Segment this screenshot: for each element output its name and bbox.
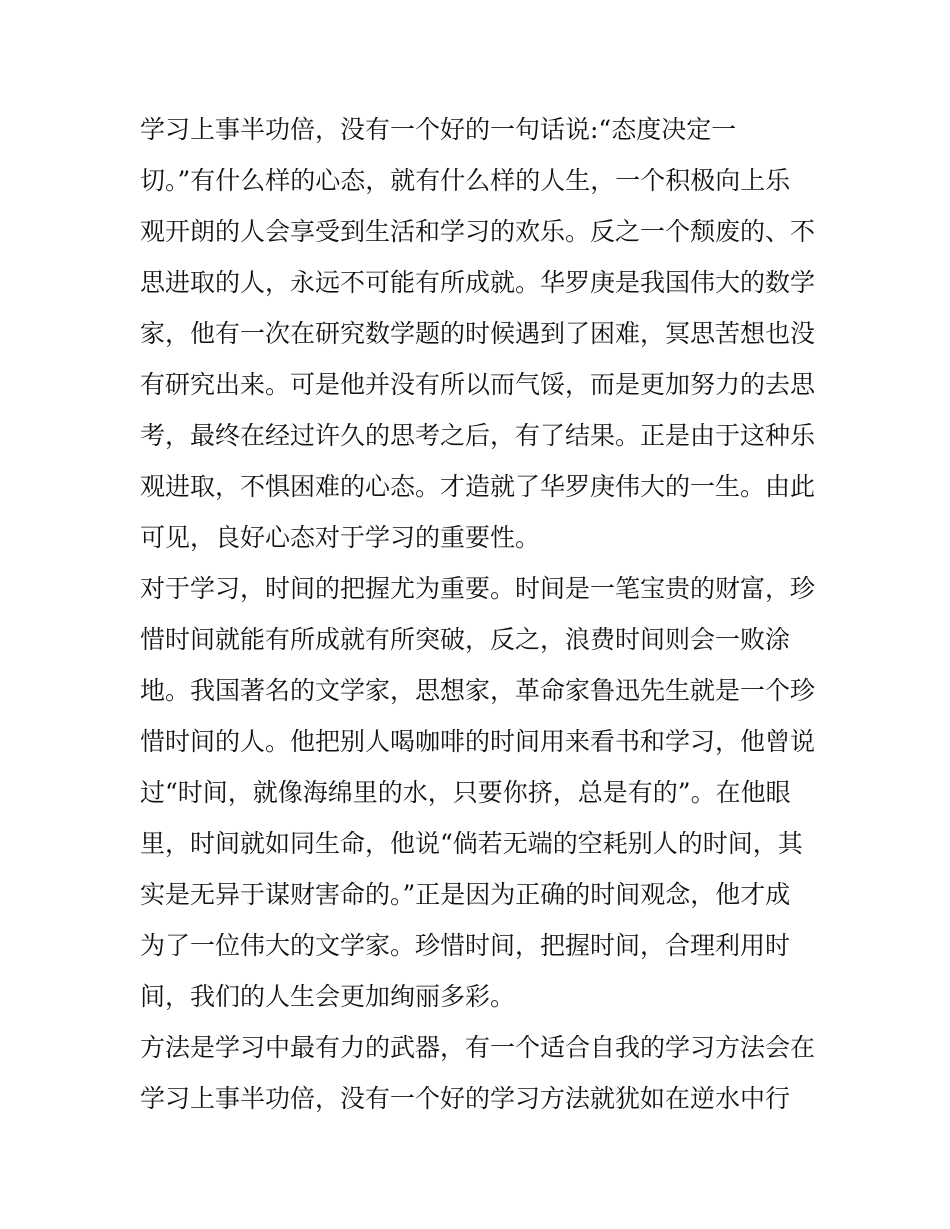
text-line: 家，他有一次在研究数学题的时候遇到了困难，冥思苦想也没 [140,319,816,348]
text-line: 惜时间就能有所成就有所突破，反之，浪费时间则会一败涂 [140,625,791,654]
text-line: 过“时间，就像海绵里的水，只要你挤，总是有的”。在他眼 [140,778,791,807]
text-line: 有研究出来。可是他并没有所以而气馁，而是更加努力的去思 [140,370,816,399]
text-line: 方法是学习中最有力的武器，有一个适合自我的学习方法会在 [140,1033,816,1062]
body-text [140,111,820,1131]
text-line: 观进取，不惧困难的心态。才造就了华罗庚伟大的一生。由此 [140,472,816,501]
text-line: 实是无异于谋财害命的。”正是因为正确的时间观念，他才成 [140,880,791,909]
text-line: 对于学习，时间的把握尤为重要。时间是一笔宝贵的财富，珍 [140,574,816,603]
text-line: 学习上事半功倍，没有一个好的学习方法就犹如在逆水中行 [140,1084,791,1113]
text-line: 可见，良好心态对于学习的重要性。 [140,523,541,552]
text-line: 切。”有什么样的心态，就有什么样的人生，一个积极向上乐 [140,166,791,195]
text-line: 里，时间就如同生命，他说“倘若无端的空耗别人的时间，其 [140,829,803,858]
text-line: 为了一位伟大的文学家。珍惜时间，把握时间，合理利用时 [140,931,791,960]
text-line: 间，我们的人生会更加绚丽多彩。 [140,982,516,1011]
text-line: 观开朗的人会享受到生活和学习的欢乐。反之一个颓废的、不 [140,217,816,246]
text-line: 地。我国著名的文学家，思想家，革命家鲁迅先生就是一个珍 [140,676,816,705]
text-line: 惜时间的人。他把别人喝咖啡的时间用来看书和学习，他曾说 [140,727,816,756]
text-line: 学习上事半功倍，没有一个好的一句话说:“态度决定一 [140,115,737,144]
text-line: 考，最终在经过许久的思考之后，有了结果。正是由于这种乐 [140,421,816,450]
text-line: 思进取的人，永远不可能有所成就。华罗庚是我国伟大的数学 [140,268,816,297]
